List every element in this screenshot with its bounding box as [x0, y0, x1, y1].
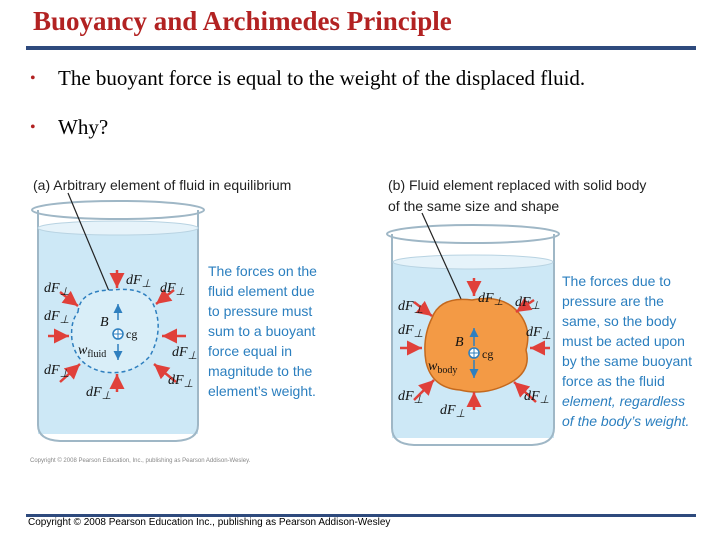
svg-text:dF⊥: $dF_\perp$	[168, 373, 194, 390]
panel-b-caption-line1: (b) Fluid element replaced with solid body	[388, 177, 647, 193]
svg-text:The forces on the: The forces on the	[208, 263, 317, 279]
svg-text:dF⊥: $dF_\perp$	[398, 323, 424, 340]
svg-text:dF⊥: $dF_\perp$	[160, 281, 186, 298]
svg-text:dF⊥: $dF_\perp$	[398, 299, 424, 316]
svg-text:dF⊥: $dF_\perp$	[478, 291, 504, 308]
bullet-text: The buoyant force is equal to the weight of the displaced fluid.	[58, 66, 586, 90]
weight-label-b: $w_{body}$	[428, 359, 458, 376]
svg-text:dF⊥: $dF_\perp$	[172, 345, 198, 362]
svg-text:force as the fluid: force as the fluid	[562, 373, 665, 389]
svg-text:dF⊥: $dF_\perp$	[440, 403, 466, 420]
svg-text:dF⊥: $dF_\perp$	[44, 363, 70, 380]
svg-text:dF⊥: $dF_\perp$	[526, 325, 552, 342]
buoyant-label-a: B	[100, 315, 109, 330]
bullet-icon: •	[30, 70, 36, 87]
svg-text:dF⊥: $dF_\perp$	[126, 273, 152, 290]
svg-text:magnitude to the: magnitude to the	[208, 363, 313, 379]
svg-text:same, so the body: same, so the body	[562, 313, 677, 329]
buoyant-label-b: B	[455, 335, 464, 350]
panel-a-description	[208, 263, 317, 399]
copyright-notice: Copyright © 2008 Pearson Education Inc., publishing as Pearson Addison-Wesley	[28, 517, 391, 528]
svg-text:must be acted upon: must be acted upon	[562, 333, 685, 349]
svg-text:sum to a buoyant: sum to a buoyant	[208, 323, 316, 339]
svg-text:dF⊥: $dF_\perp$	[524, 389, 550, 406]
weight-label-a: $w_{fluid}$	[78, 343, 107, 360]
svg-text:fluid element due: fluid element due	[208, 283, 315, 299]
svg-text:force equal in: force equal in	[208, 343, 293, 359]
slide-title: Buoyancy and Archimedes Principle	[33, 6, 452, 36]
svg-text:element, regardless: element, regardless	[562, 393, 685, 409]
panel-b-caption-line2: of the same size and shape	[388, 198, 560, 214]
svg-text:The forces due to: The forces due to	[562, 273, 671, 289]
svg-text:dF⊥: $dF_\perp$	[398, 389, 424, 406]
panel-a-caption: (a) Arbitrary element of fluid in equilibrium	[33, 177, 292, 193]
bullet-icon: •	[30, 119, 36, 136]
figure-tiny-copyright: Copyright © 2008 Pearson Education, Inc., publishing as Pearson Addison-Wesley.	[30, 458, 251, 464]
svg-text:pressure are the: pressure are the	[562, 293, 664, 309]
svg-text:element’s weight.: element’s weight.	[208, 383, 316, 399]
svg-text:dF⊥: $dF_\perp$	[86, 385, 112, 402]
solid-body	[425, 299, 528, 393]
cg-label-a: cg	[126, 327, 138, 341]
cg-label-b: cg	[482, 347, 494, 361]
svg-text:by the same buoyant: by the same buoyant	[562, 353, 692, 369]
svg-text:to pressure must: to pressure must	[208, 303, 313, 319]
svg-text:dF⊥: $dF_\perp$	[515, 295, 541, 312]
svg-text:dF⊥: $dF_\perp$	[44, 309, 70, 326]
svg-text:of the body’s weight.: of the body’s weight.	[562, 413, 690, 429]
panel-b-description	[562, 273, 692, 429]
bullet-text: Why?	[58, 115, 109, 139]
svg-text:dF⊥: $dF_\perp$	[44, 281, 70, 298]
